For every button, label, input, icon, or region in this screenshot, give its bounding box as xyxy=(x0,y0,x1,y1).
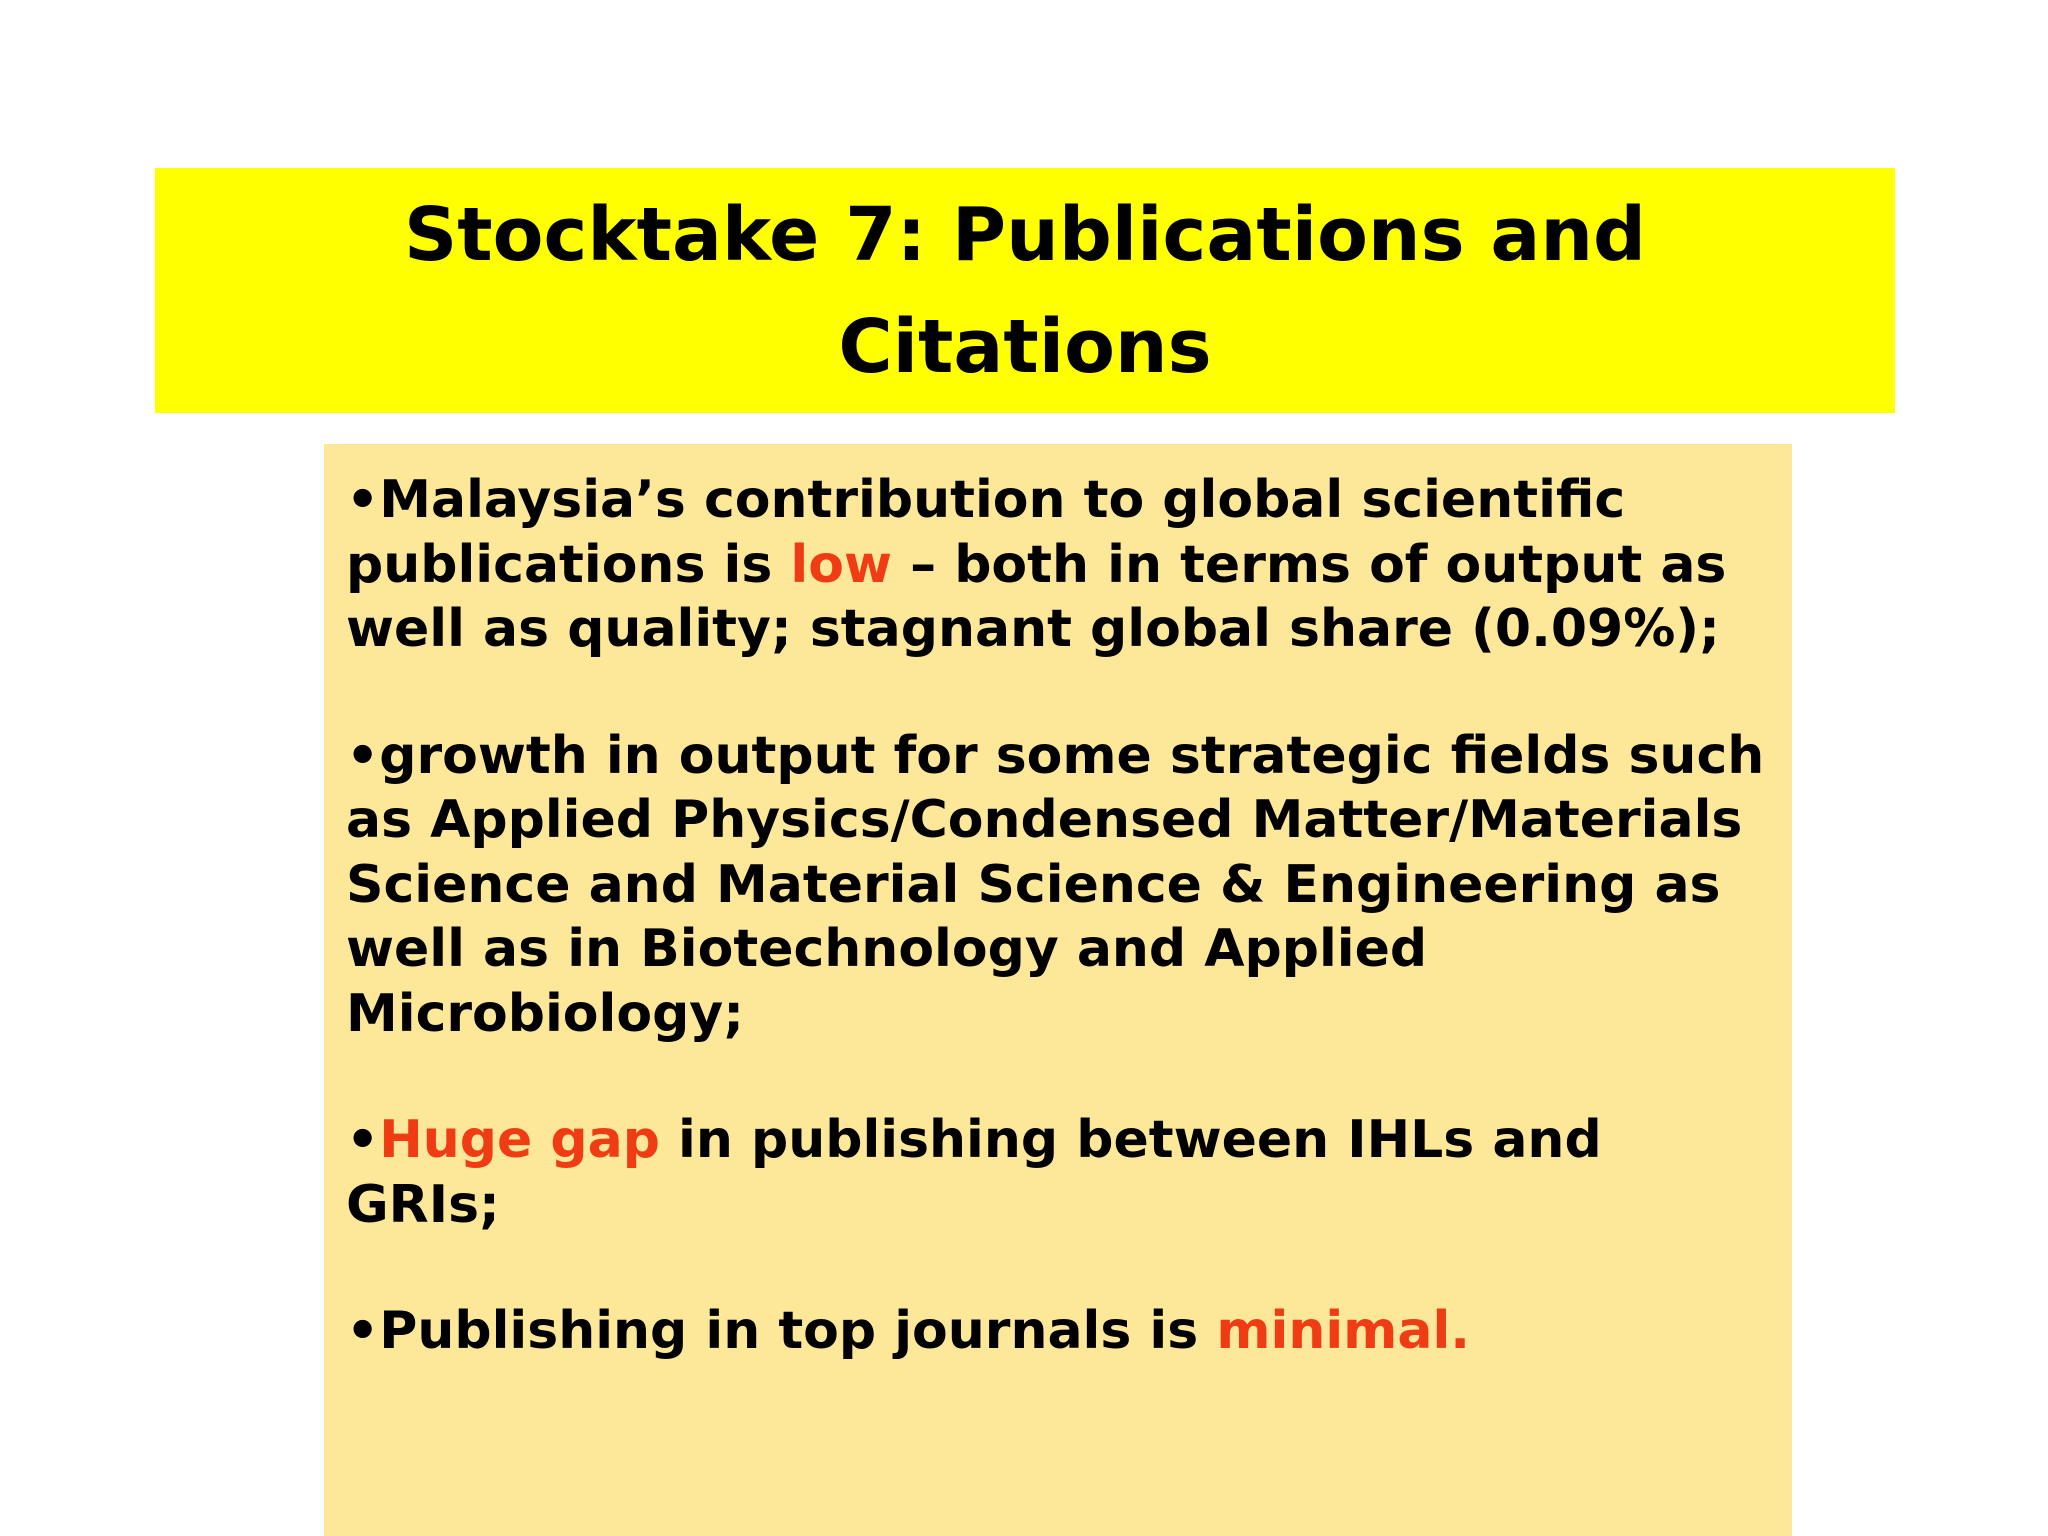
bullet-3-text-b: in publishing between IHLs and GRIs; xyxy=(346,1110,1602,1235)
bullet-1-text-a: •Malaysia’s contribution to global scientific publications is xyxy=(346,470,1626,595)
bullet-4-text-a: •Publishing in top journals is xyxy=(346,1301,1217,1361)
bullet-item-4 xyxy=(346,1299,1772,1364)
bullet-3-text-a: • xyxy=(346,1110,380,1170)
bullet-3-highlight: Huge gap xyxy=(379,1110,660,1170)
bullet-4-highlight: minimal. xyxy=(1216,1301,1471,1361)
bullet-item-3 xyxy=(346,1108,1772,1237)
bullet-2-text: •growth in output for some strategic fields such as Applied Physics/Condensed Matter/Materials Science and Material Science & Engineering as well as in Biotechnology and Applied Microbiology; xyxy=(346,725,1765,1044)
bullet-item-2 xyxy=(346,724,1772,1047)
bullet-item-1 xyxy=(346,468,1772,662)
bullet-1-highlight: low xyxy=(790,534,892,595)
bullet-list-box xyxy=(324,444,1792,1536)
bullet-1-text-b: – both in terms of output as well as quality; stagnant global share (0.09%); xyxy=(346,534,1727,659)
slide-title: Stocktake 7: Publications and Citations xyxy=(404,191,1646,390)
title-banner xyxy=(155,168,1895,413)
